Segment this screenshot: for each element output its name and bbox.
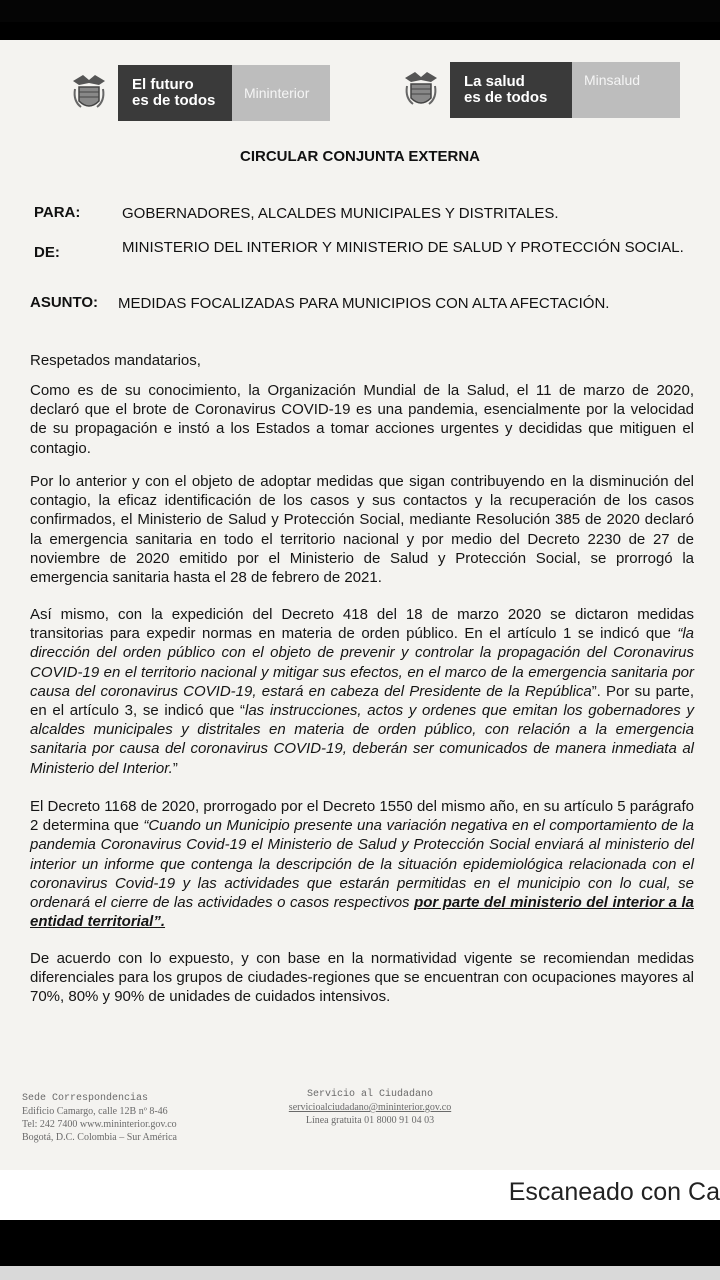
paragraph-3-part-e: ”	[172, 759, 178, 777]
para-value: GOBERNADORES, ALCALDES MUNICIPALES Y DISTRITALES.	[122, 205, 559, 222]
de-value: MINISTERIO DEL INTERIOR Y MINISTERIO DE SALUD Y PROTECCIÓN SOCIAL.	[122, 239, 684, 256]
footer-left-line-3: Bogotá, D.C. Colombia – Sur América	[22, 1132, 177, 1143]
paragraph-3-part-a: Así mismo, con la expedición del Decreto 418 del 18 de marzo 2020 se dictaron medidas transitorias para expedir normas en materia de orden público. En el artículo 1 se indicó que	[30, 606, 694, 643]
scanned-document-page	[0, 40, 720, 1170]
slogan-line-1: El futuro	[132, 76, 194, 93]
bottom-divider	[0, 1220, 720, 1256]
next-page-edge	[0, 1266, 720, 1280]
paragraph-3-part-c: ”. Por su parte, en el artículo 3, se indicó que “	[30, 682, 694, 720]
footer-right-title: Servicio al Ciudadano	[306, 1089, 434, 1100]
slogan-line-2: es de todos	[132, 92, 216, 109]
paragraph-4	[30, 797, 694, 931]
logo-ministry-name: Mininterior	[232, 65, 330, 121]
mininterior-logo	[60, 65, 330, 121]
paragraph-2: Por lo anterior y con el objeto de adoptar medidas que sigan contribuyendo en la disminución del contagio, la eficaz identificación de los casos y sus contactos y la recuperación de los casos confirmados, el Ministerio de Salud y Protección Social, mediante Resolución 385 de 2020 declaró la emergencia sanitaria en todo el territorio nacional y por medio del Decreto 2230 de 27 de noviembre de 2020 emitido por el Ministerio de Salud y Protección Social, se prorrogó la emergencia sanitaria hasta el 28 de febrero de 2021.	[30, 473, 694, 587]
footer-left-line-1: Edificio Camargo, calle 12B nº 8-46	[22, 1106, 168, 1117]
logo-slogan	[450, 62, 572, 118]
de-label: DE:	[34, 244, 60, 261]
asunto-value: MEDIDAS FOCALIZADAS PARA MUNICIPIOS CON ALTA AFECTACIÓN.	[118, 295, 610, 312]
logo-slogan	[118, 65, 232, 121]
greeting: Respetados mandatarios,	[30, 352, 201, 369]
slogan-line-2: es de todos	[464, 89, 548, 106]
paragraph-3-quote-2: las instrucciones, actos y ordenes que emitan los gobernadores y alcaldes municipales y distritales en materia de orden público, con relación a la emergencia sanitaria por causa del coronavirus COVID-19, deberán ser comunicados de manera inmediata al Ministerio del Interior.	[30, 702, 694, 777]
minsalud-logo	[392, 62, 680, 118]
paragraph-4-quote: “Cuando un Municipio presente una variación negativa en el comportamiento de la pandemia Coronavirus Covid-19 el Ministerio de Salud y Protección Social enviará al ministerio del interior un informe que contenga la descripción de la situación epidemiológica relacionada con el coronavirus Covid-19 y las actividades que estarán permitidas en el municipio con lo cual, se ordenará el cierre de las actividades o casos respectivos	[30, 817, 694, 912]
footer-email-link[interactable]: servicioalciudadano@mininterior.gov.co	[288, 1102, 452, 1113]
paragraph-5: De acuerdo con lo expuesto, y con base en la normatividad vigente se recomiendan medidas diferenciales para los grupos de ciudades-regiones que se encuentran con ocupaciones mayores al 70%, 80% y 90% de unidades de cuidados intensivos.	[30, 950, 694, 1006]
slogan-line-1: La salud	[464, 73, 525, 90]
asunto-label: ASUNTO:	[30, 294, 99, 311]
para-label: PARA:	[34, 204, 81, 221]
top-status-bar	[0, 0, 720, 22]
colombia-crest-icon	[60, 65, 118, 121]
colombia-crest-icon	[392, 62, 450, 118]
document-title: CIRCULAR CONJUNTA EXTERNA	[240, 148, 480, 165]
footer-address	[22, 1092, 177, 1144]
paragraph-3-quote-1: “la dirección del orden público con el objeto de prevenir y controlar la propagación del Coronavirus COVID-19 en el territorio nacional y mitigar sus efectos, en el marco de la emergencia sanitaria por causa del coronavirus COVID-19, estará en cabeza del Presidente de la República	[30, 625, 694, 700]
footer-left-title: Sede Correspondencias	[22, 1093, 149, 1104]
footer-phone: Línea gratuita 01 8000 91 04 03	[305, 1115, 435, 1126]
paragraph-4-underlined: por parte del ministerio del interior a la entidad territorial”.	[30, 894, 694, 931]
scanner-watermark: Escaneado con Ca	[508, 1178, 720, 1206]
footer-left-line-2: Tel: 242 7400 www.mininterior.gov.co	[22, 1119, 177, 1130]
paragraph-4-part-a: El Decreto 1168 de 2020, prorrogado por el Decreto 1550 del mismo año, en su artículo 5 parágrafo 2 determina que	[30, 798, 694, 835]
paragraph-1: Como es de su conocimiento, la Organización Mundial de la Salud, el 11 de marzo de 2020, declaró que el brote de Coronavirus COVID-19 es una pandemia, esencialmente por la velocidad de su propagación e instó a los Estados a tomar acciones urgentes y decididas que mitiguen el contagio.	[30, 382, 694, 457]
paragraph-3	[30, 605, 694, 778]
logo-ministry-name: Minsalud	[572, 62, 680, 118]
footer-service	[260, 1088, 480, 1127]
